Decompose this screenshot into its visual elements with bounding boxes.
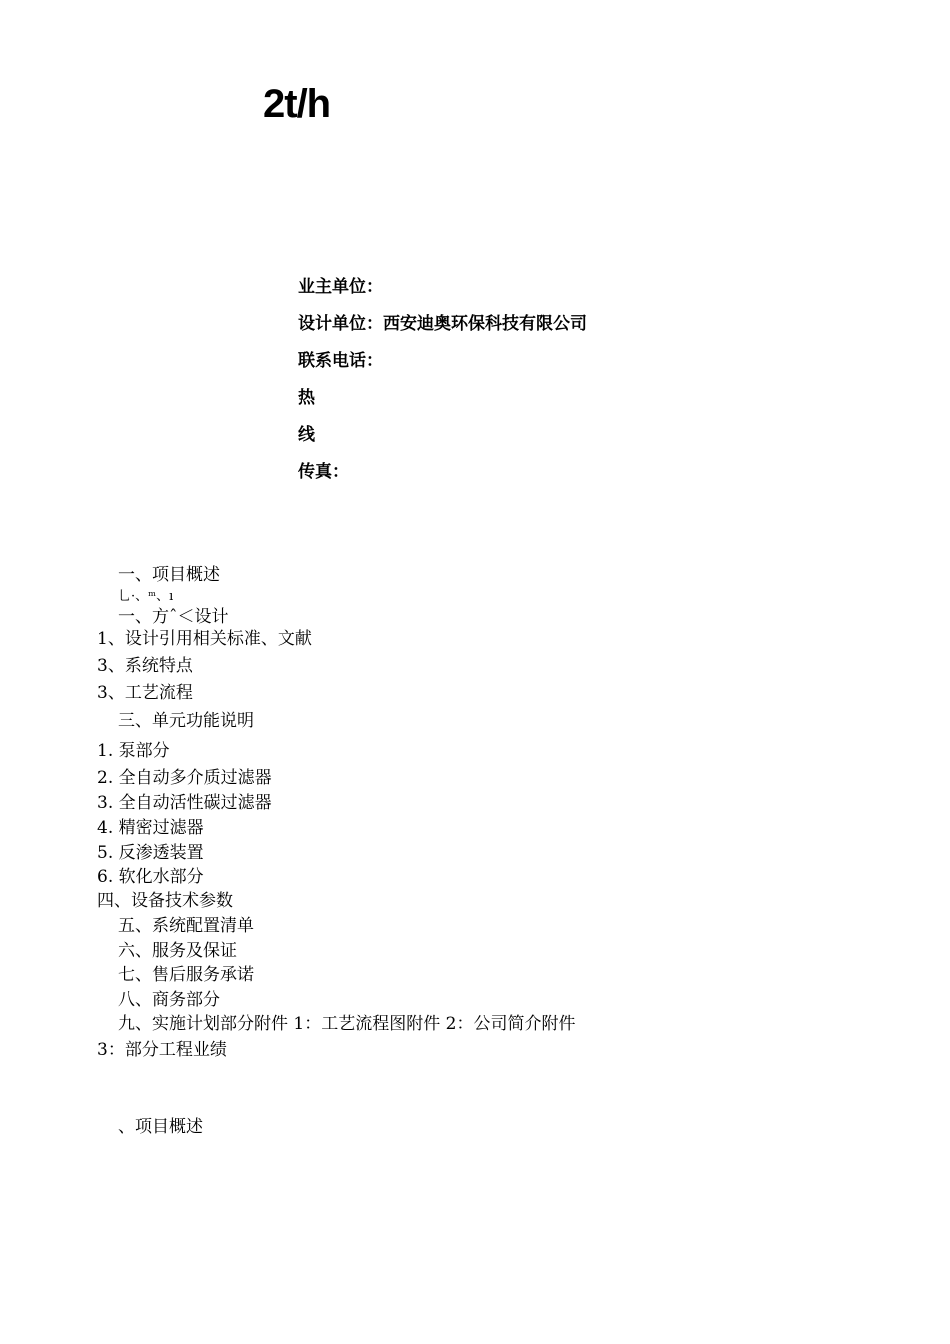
toc-item-project-overview: 一、项目概述 xyxy=(118,565,220,585)
toc-unit-softened-water: 6. 软化水部分 xyxy=(97,867,204,887)
toc-item-after-sales: 七、售后服务承诺 xyxy=(118,965,254,985)
hotline-label-part1: 热 xyxy=(298,388,315,408)
document-title: 2t/h xyxy=(263,82,331,126)
toc-unit-precision-filter: 4. 精密过滤器 xyxy=(97,818,204,838)
toc-item-commercial: 八、商务部分 xyxy=(118,990,220,1010)
fax-label: 传真： xyxy=(298,462,349,482)
toc-item-unit-functions: 三、单元功能说明 xyxy=(118,711,254,731)
toc-item-implementation: 九、实施计划部分附件 1：工艺流程图附件 2：公司简介附件 xyxy=(118,1014,576,1034)
section-heading-project-overview: 、项目概述 xyxy=(118,1117,203,1137)
toc-item-config-list: 五、系统配置清单 xyxy=(118,916,254,936)
toc-garbled-line: 乚·、ᵐ、ı xyxy=(118,589,174,604)
toc-unit-pump: 1. 泵部分 xyxy=(97,741,170,761)
toc-item-implementation-cont: 3：部分工程业绩 xyxy=(97,1040,227,1060)
toc-item-tech-params: 四、设备技术参数 xyxy=(97,891,233,911)
phone-label: 联系电话： xyxy=(298,351,383,371)
toc-sub-system-features: 3、系统特点 xyxy=(97,656,193,676)
toc-sub-process-flow: 3、工艺流程 xyxy=(97,683,193,703)
toc-unit-carbon-filter: 3. 全自动活性碳过滤器 xyxy=(97,793,272,813)
owner-unit-label: 业主单位： xyxy=(298,277,383,297)
toc-unit-reverse-osmosis: 5. 反渗透装置 xyxy=(97,843,204,863)
toc-unit-multimedia-filter: 2. 全自动多介质过滤器 xyxy=(97,768,272,788)
design-unit-label: 设计单位：西安迪奥环保科技有限公司 xyxy=(298,314,587,334)
toc-item-design: 一、方ˆ＜设计 xyxy=(118,607,229,627)
toc-sub-standards: 1、设计引用相关标准、文献 xyxy=(97,629,312,649)
toc-item-service: 六、服务及保证 xyxy=(118,941,237,961)
hotline-label-part2: 线 xyxy=(298,425,315,445)
